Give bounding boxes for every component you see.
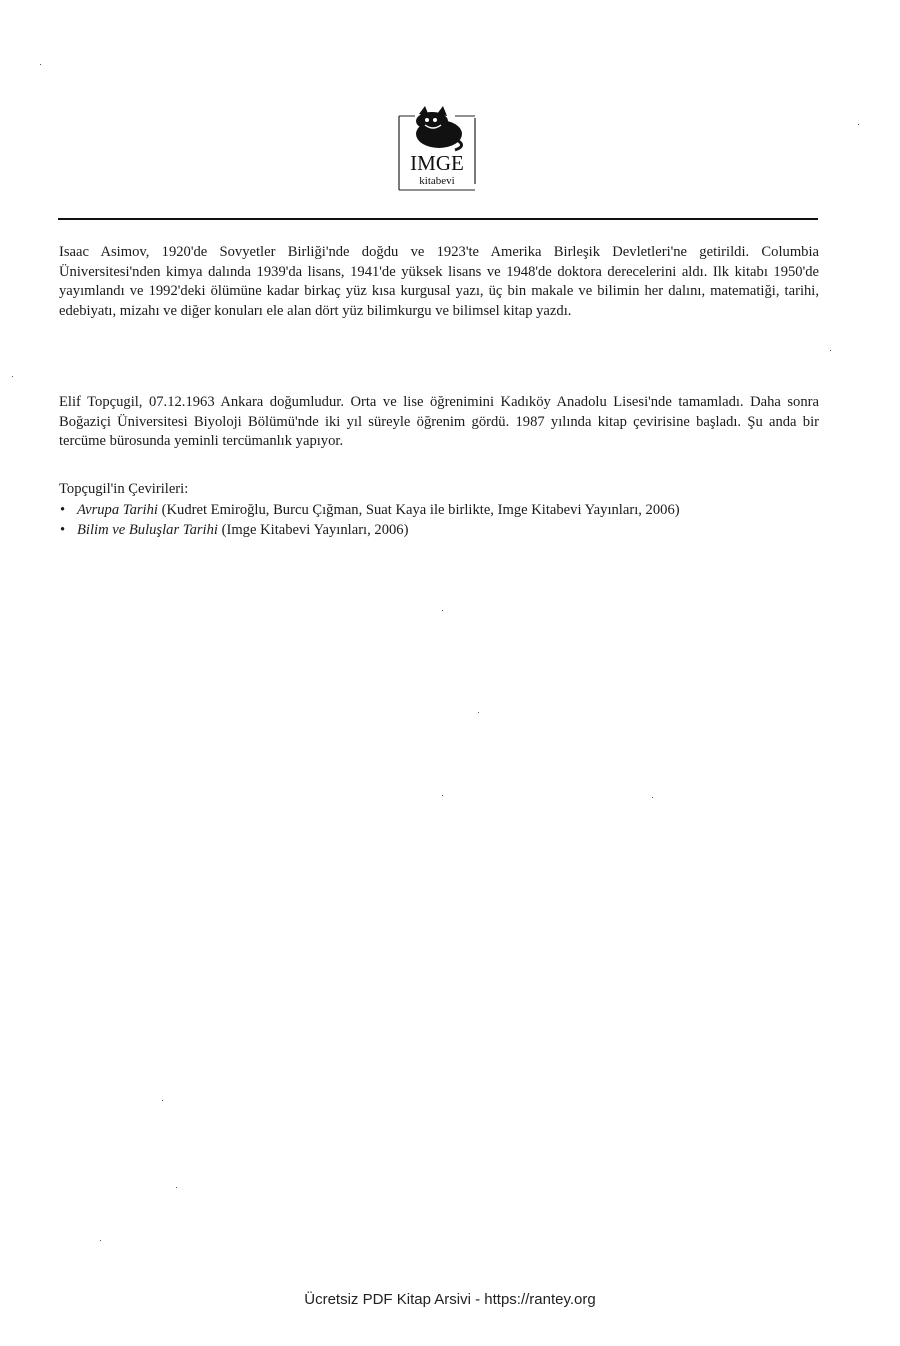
- list-item: [59, 521, 680, 541]
- header-rule: [58, 218, 818, 220]
- logo-subtitle: kitabevi: [419, 175, 455, 187]
- author-bio: Isaac Asimov, 1920'de Sovyetler Birliği'nde doğdu ve 1923'te Amerika Birleşik Devletleri'ne getirildi. Columbia Üniversitesi'nden kimya dalında 1939'da lisans, 1941'de yüksek lisans ve 1948'de doktora derecelerini aldı. Ilk kitabı 1950'de yayımlandı ve 1992'deki ölümüne kadar birkaç yüz kısa kurgusal yazı, üç bin makale ve bilimin her dalını, matematiği, tarihi, edebiyatı, mizahı ve diğer konuları ele alan dört yüz bilimkurgu ve bilimsel kitap yazdı.: [59, 244, 819, 319]
- list-item: [59, 501, 680, 521]
- bullet-icon: •: [60, 502, 66, 518]
- publisher-logo: [397, 104, 477, 192]
- scan-speck: [40, 64, 41, 65]
- cat-logo-icon: [397, 104, 477, 192]
- book-title: Bilim ve Buluşlar Tarihi: [77, 521, 218, 538]
- scan-speck: [162, 1100, 163, 1101]
- scan-speck: [478, 712, 479, 713]
- book-detail: (Kudret Emiroğlu, Burcu Çığman, Suat Kaya ile birlikte, Imge Kitabevi Yayınları, 2006): [157, 502, 680, 518]
- scan-speck: [652, 797, 653, 798]
- book-title: Avrupa Tarihi: [77, 502, 158, 518]
- scan-speck: [176, 1187, 177, 1188]
- footer-text: Ücretsiz PDF Kitap Arsivi - https://rantey.org: [304, 1291, 596, 1308]
- scan-speck: [858, 124, 859, 125]
- book-detail: (Imge Kitabevi Yayınları, 2006): [217, 521, 409, 538]
- scan-speck: [442, 610, 443, 611]
- translations-list: [59, 501, 680, 540]
- scan-speck: [100, 1240, 101, 1241]
- logo-brand: IMGE: [410, 151, 464, 175]
- translations-heading: Topçugil'in Çevirileri:: [59, 481, 189, 497]
- bullet-icon: •: [60, 521, 66, 538]
- scan-speck: [12, 376, 13, 377]
- scan-speck: [830, 350, 831, 351]
- translator-bio: Elif Topçugil, 07.12.1963 Ankara doğumludur. Orta ve lise öğrenimini Kadıköy Anadolu Lisesi'nde tamamladı. Daha sonra Boğaziçi Üniversitesi Biyoloji Bölümü'nde iki yıl süreyle öğrenim gördü. 1987 yılında kitap çevirisine başladı. Şu anda bir tercüme bürosunda yeminli tercümanlık yapıyor.: [59, 394, 819, 449]
- scan-speck: [442, 795, 443, 796]
